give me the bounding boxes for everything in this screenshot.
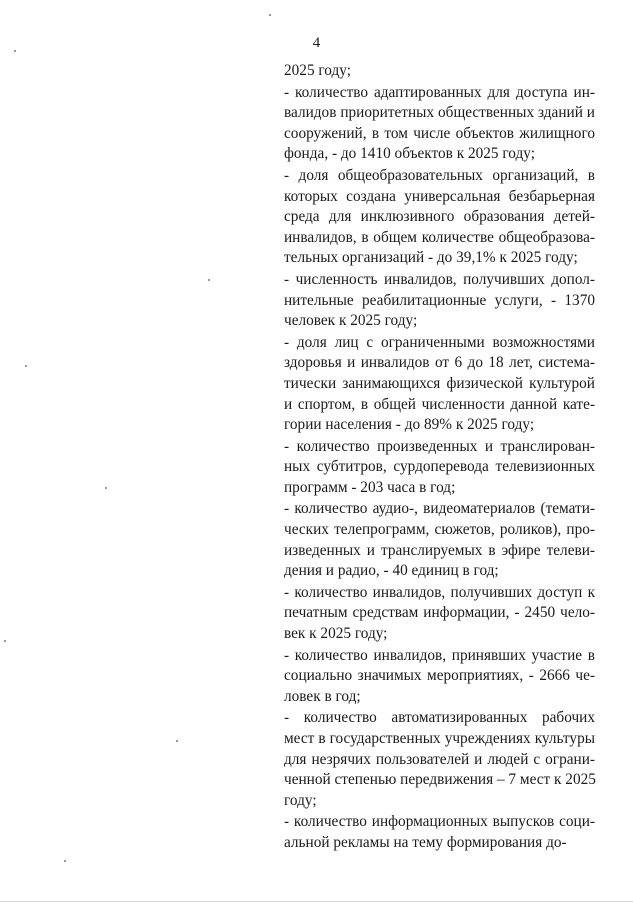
scan-edge bbox=[0, 901, 633, 902]
scan-speck bbox=[176, 740, 178, 742]
list-item bbox=[284, 333, 595, 436]
text-line: и спортом, в общей численности данной кате- bbox=[284, 395, 595, 413]
text-line: ловек в год; bbox=[284, 687, 361, 705]
text-line: - количество адаптированных для доступа ин- bbox=[284, 83, 595, 101]
text-line: тельных организаций - до 39,1% к 2025 году; bbox=[284, 249, 578, 267]
text-line: фонда, - до 1410 объектов к 2025 году; bbox=[284, 145, 535, 163]
text-line: мест в государственных учреждениях культуры bbox=[284, 730, 595, 747]
text-line: нительные реабилитационные услуги, - 1370 bbox=[284, 291, 595, 309]
text-line: инвалидов, в общем количестве общеобразова- bbox=[284, 228, 595, 246]
list-item bbox=[284, 583, 595, 645]
list-item bbox=[284, 83, 595, 165]
text-line: альной рекламы на тему формирования до- bbox=[284, 833, 567, 851]
text-line: ческих телепрограмм, сюжетов, роликов), про- bbox=[284, 521, 595, 539]
text-line: гории населения - до 89% к 2025 году; bbox=[284, 416, 535, 434]
list-item bbox=[284, 166, 595, 269]
scan-speck bbox=[208, 279, 210, 281]
list-item bbox=[284, 270, 595, 332]
scan-speck bbox=[269, 14, 271, 16]
text-line: для незрячих пользователей и людей с ограни- bbox=[284, 750, 595, 768]
scan-speck bbox=[105, 487, 107, 489]
text-line: валидов приоритетных общественных зданий и bbox=[284, 104, 595, 122]
text-line: тически занимающихся физической культурой bbox=[284, 374, 595, 392]
text-line: социально значимых мероприятиях, - 2666 че- bbox=[284, 667, 595, 685]
scan-speck bbox=[64, 860, 66, 862]
text-line: году; bbox=[284, 791, 317, 809]
text-line: здоровья и инвалидов от 6 до 18 лет, система- bbox=[284, 354, 595, 372]
text-line: ченной степенью передвижения – 7 мест к 2025 bbox=[284, 771, 596, 789]
text-line: - доля лиц с ограниченными возможностями bbox=[284, 333, 595, 351]
text-line: изведенных и транслируемых в эфире телеви- bbox=[284, 541, 595, 559]
list-item bbox=[284, 61, 595, 82]
text-line: - количество инвалидов, принявших участие в bbox=[284, 646, 595, 664]
list-item bbox=[284, 812, 595, 853]
list-item bbox=[284, 708, 595, 811]
text-line: программ - 203 часа в год; bbox=[284, 478, 456, 496]
text-line: - количество аудио-, видеоматериалов (темати- bbox=[284, 500, 595, 518]
page-number: 4 bbox=[312, 35, 321, 51]
document-body bbox=[284, 61, 595, 855]
text-line: которых создана универсальная безбарьерная bbox=[284, 187, 595, 205]
text-line: - количество информационных выпусков соци- bbox=[284, 813, 595, 831]
text-line: - количество произведенных и транслирован- bbox=[284, 437, 595, 455]
list-item bbox=[284, 437, 595, 499]
list-item bbox=[284, 499, 595, 581]
text-line: - количество инвалидов, получивших доступ к bbox=[284, 583, 595, 601]
text-line: - доля общеобразовательных организаций, в bbox=[284, 166, 595, 184]
text-line: 2025 году; bbox=[284, 62, 351, 79]
text-line: дения и радио, - 40 единиц в год; bbox=[284, 562, 499, 580]
text-line: сооружений, в том числе объектов жилищного bbox=[284, 124, 595, 142]
text-line: печатным средствам информации, - 2450 чело- bbox=[284, 604, 595, 622]
scan-speck bbox=[25, 365, 27, 367]
text-line: - количество автоматизированных рабочих bbox=[284, 709, 595, 727]
text-line: век к 2025 году; bbox=[284, 625, 388, 643]
text-line: среда для инклюзивного образования детей- bbox=[284, 208, 595, 226]
list-item bbox=[284, 646, 595, 708]
text-line: человек к 2025 году; bbox=[284, 312, 418, 330]
scan-speck bbox=[14, 50, 16, 52]
text-line: - численность инвалидов, получивших допол- bbox=[284, 270, 595, 288]
text-line: ных субтитров, сурдоперевода телевизионных bbox=[284, 458, 595, 476]
scan-speck bbox=[4, 640, 6, 642]
